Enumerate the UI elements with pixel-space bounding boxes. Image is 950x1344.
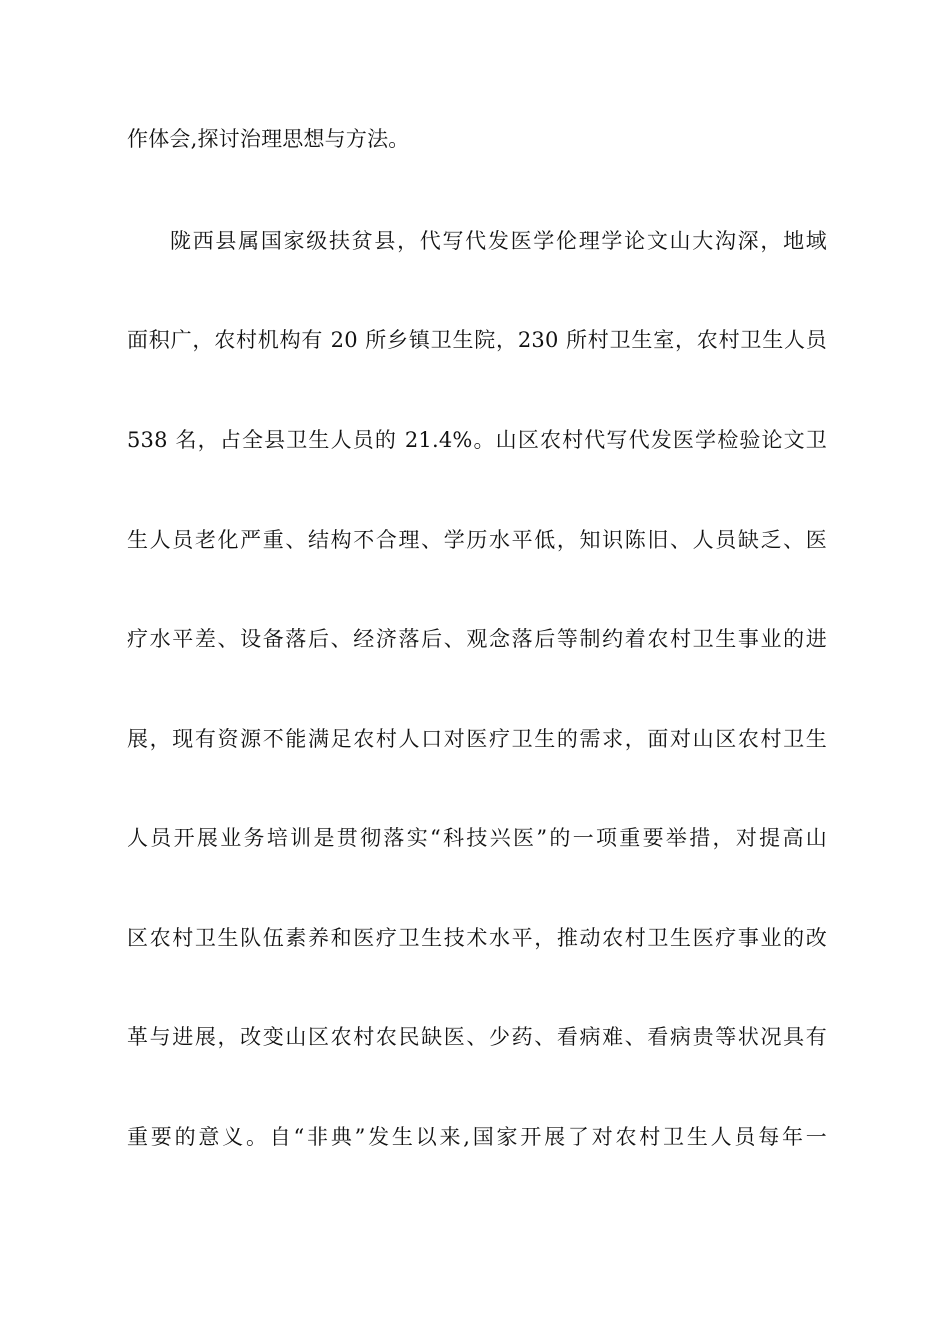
text-line-8: 人员开展业务培训是贯彻落实“科技兴医”的一项重要举措，对提高山 <box>127 826 827 850</box>
text-line-2: 陇西县属国家级扶贫县，代写代发医学伦理学论文山大沟深，地域 <box>170 229 827 253</box>
text-line-3: 面积广，农村机构有 20 所乡镇卫生院，230 所村卫生室，农村卫生人员 <box>127 328 827 352</box>
text-line-10: 革与进展，改变山区农村农民缺医、少药、看病难、看病贵等状况具有 <box>127 1025 827 1049</box>
text-line-6: 疗水平差、设备落后、经济落后、观念落后等制约着农村卫生事业的进 <box>127 627 827 651</box>
text-line-11: 重要的意义。自“非典”发生以来,国家开展了对农村卫生人员每年一 <box>127 1125 827 1149</box>
text-line-4: 538 名，占全县卫生人员的 21.4%。山区农村代写代发医学检验论文卫 <box>127 428 827 452</box>
text-line-7: 展，现有资源不能满足农村人口对医疗卫生的需求，面对山区农村卫生 <box>127 727 827 751</box>
text-line-5: 生人员老化严重、结构不合理、学历水平低，知识陈旧、人员缺乏、医 <box>127 528 827 552</box>
text-line-1: 作体会,探讨治理思想与方法。 <box>127 127 410 151</box>
text-line-9: 区农村卫生队伍素养和医疗卫生技术水平，推动农村卫生医疗事业的改 <box>127 926 827 950</box>
